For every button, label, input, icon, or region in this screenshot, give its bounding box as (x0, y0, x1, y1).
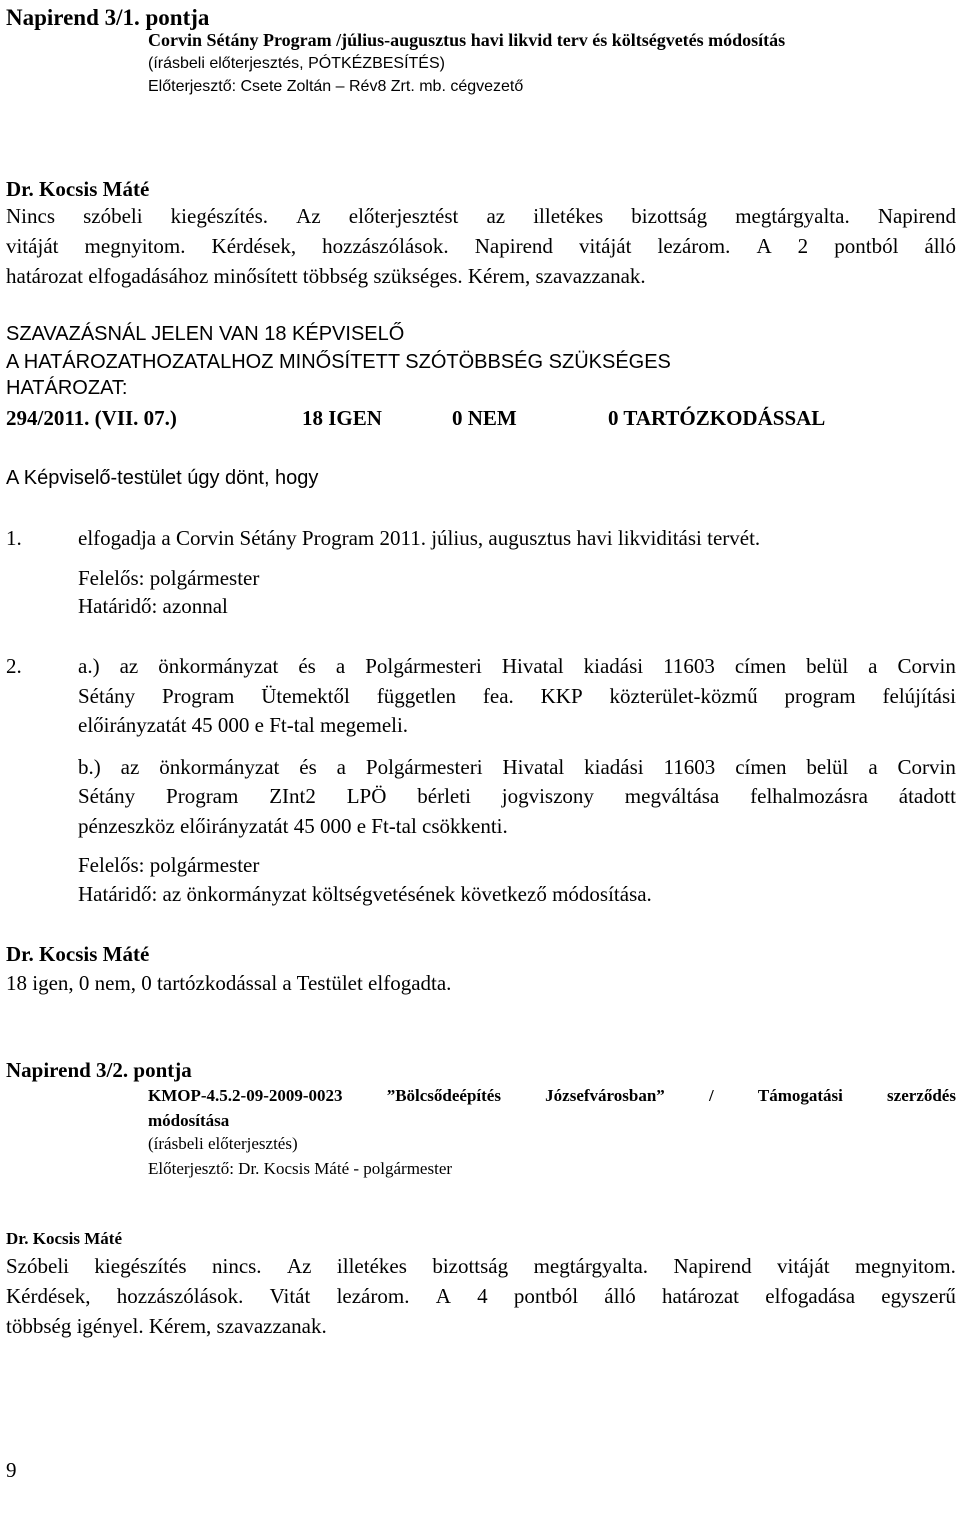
item-2-responsible: Felelős: polgármester (78, 853, 260, 877)
topic-type-1: (írásbeli előterjesztés, PÓTKÉZBESÍTÉS) (148, 55, 445, 72)
vote-majority: A HATÁROZATHOZATALHOZ MINŐSÍTETT SZÓTÖBBSÉG SZÜKSÉGES (6, 351, 671, 373)
item-2b-line-3: pénzeszköz előirányzatát 45 000 e Ft-tal csökkenti. (78, 814, 508, 838)
speech-line-3: határozat elfogadásához minősített többség szükséges. Kérem, szavazzanak. (6, 264, 646, 288)
votes-abstain: 0 TARTÓZKODÁSSAL (608, 406, 826, 430)
closing-speaker: Dr. Kocsis Máté (6, 942, 150, 966)
speech2-line-3: többség igényel. Kérem, szavazzanak. (6, 1314, 327, 1338)
item-1-number: 1. (6, 526, 22, 550)
presenter-1: Előterjesztő: Csete Zoltán – Rév8 Zrt. mb. cégvezető (148, 78, 524, 95)
resolution-label: HATÁROZAT: (6, 377, 128, 399)
speech2-line-1: Szóbeli kiegészítés nincs. Az illetékes bizottság megtárgyalta. Napirend vitáját megnyitom. (6, 1254, 956, 1278)
speech-line-2: vitáját megnyitom. Kérdések, hozzászólások. Napirend vitáját lezárom. A 2 pontból álló (6, 234, 956, 258)
item-2b-line-1: b.) az önkormányzat és a Polgármesteri Hivatal kiadási 11603 címen belül a Corvin (78, 755, 956, 779)
item-2-number: 2. (6, 654, 22, 678)
decision-intro: A Képviselő-testület úgy dönt, hogy (6, 467, 319, 489)
speaker-name-2: Dr. Kocsis Máté (6, 1229, 122, 1248)
item-1-text: elfogadja a Corvin Sétány Program 2011. július, augusztus havi likviditási tervét. (78, 526, 761, 550)
item-2a-line-3: előirányzatát 45 000 e Ft-tal megemeli. (78, 713, 409, 737)
agenda-heading-2: Napirend 3/2. pontja (6, 1058, 192, 1082)
item-2a-line-1: a.) az önkormányzat és a Polgármesteri Hivatal kiadási 11603 címen belül a Corvin (78, 654, 956, 678)
item-2b-line-2: Sétány Program ZInt2 LPÖ bérleti jogviszony megváltása felhalmozásra átadott (78, 784, 956, 808)
topic-title-2-line-2: módosítása (148, 1111, 230, 1130)
vote-present: SZAVAZÁSNÁL JELEN VAN 18 KÉPVISELŐ (6, 323, 405, 345)
votes-yes: 18 IGEN (302, 406, 382, 430)
closing-text: 18 igen, 0 nem, 0 tartózkodással a Testület elfogadta. (6, 971, 452, 995)
page-number: 9 (6, 1458, 17, 1482)
topic-title-1: Corvin Sétány Program /július-augusztus havi likvid terv és költségvetés módosítás (148, 30, 786, 50)
speech-line-1: Nincs szóbeli kiegészítés. Az előterjesztést az illetékes bizottság megtárgyalta. Napirend (6, 204, 956, 228)
presenter-2: Előterjesztő: Dr. Kocsis Máté - polgármester (148, 1159, 453, 1178)
item-2a-line-2: Sétány Program Ütemektől független fea. KKP közterület-közmű program felújítási (78, 684, 956, 708)
item-2-deadline: Határidő: az önkormányzat költségvetésének következő módosítása. (78, 882, 652, 906)
resolution-number: 294/2011. (VII. 07.) (6, 406, 177, 430)
topic-type-2: (írásbeli előterjesztés) (148, 1134, 298, 1153)
agenda-heading-1: Napirend 3/1. pontja (6, 5, 210, 30)
item-1-deadline: Határidő: azonnal (78, 594, 228, 618)
topic-title-2-line-1: KMOP-4.5.2-09-2009-0023 ”Bölcsődeépítés Józsefvárosban” / Támogatási szerződés (148, 1086, 956, 1105)
votes-no: 0 NEM (452, 406, 517, 430)
speech2-line-2: Kérdések, hozzászólások. Vitát lezárom. A 4 pontból álló határozat elfogadása egyszerű (6, 1284, 956, 1308)
speaker-name: Dr. Kocsis Máté (6, 177, 150, 201)
item-1-responsible: Felelős: polgármester (78, 566, 260, 590)
